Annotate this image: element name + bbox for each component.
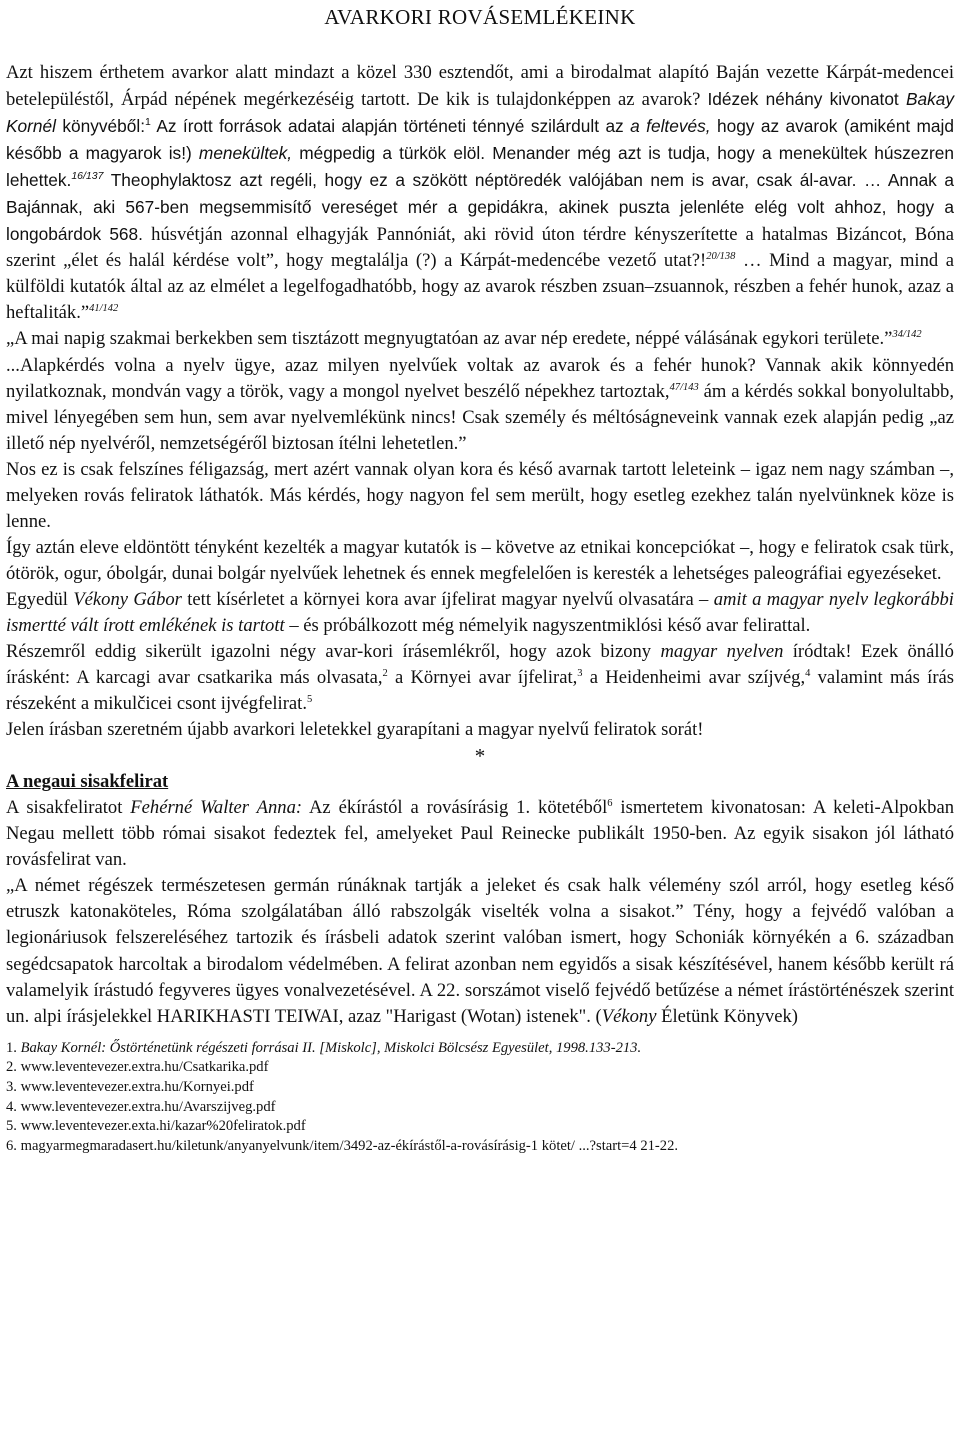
paragraph-quote <box>6 326 954 352</box>
text-run: tett kísérletet a környei kora avar íjfelirat magyar nyelvű olvasatára – <box>181 588 714 610</box>
citation-ref: 47/143 <box>669 381 699 393</box>
footnote-number: 1. <box>6 1039 21 1056</box>
text-run: … Mind a magyar, mind a külföldi kutatók által az az elmélet a legelfogadhatóbb, hogy az avarok részben zsuan–zsuannok, részben a fehér hunok, azaz a heftaliták.” <box>6 250 954 324</box>
text-run: valamint más írás részeként a mikulčicei csont ijvégfelirat. <box>6 667 954 715</box>
footnote-ref: 1 <box>145 116 151 129</box>
text-run: Részemről eddig sikerült igazolni négy avar-kori írásemlékről, hogy azok bizony <box>6 641 661 663</box>
paragraph-inscriptions: Nos ez is csak felszínes féligazság, mert azért vannak olyan kora és késő avarnak tartott leleteink – igaz nem nagy számban –, melyeken rovás feliratok láthatók. Más kérdés, hogy nagyon fel sem merült, hogy esetleg ezekhez talán nyelvünknek köze is lenne. <box>6 458 954 532</box>
quote-block <box>6 89 954 244</box>
text-run: Az ékírástól a rovásírásig 1. kötetéből <box>302 797 608 819</box>
text-run: Azt hiszem érthetem avarkor alatt mindazt a közel 330 esztendőt, ami a birodalmat alapító Baján vezette Kárpát-medencei betelepüléstől, Árpád népének megérkezéséig tartott. De kik is tulajdonképpen az avarok? <box>6 62 954 111</box>
citation-ref: 20/138 <box>706 251 736 263</box>
footnote-ref: 3 <box>577 668 583 680</box>
paragraph-helmet-intro <box>6 795 954 873</box>
section-separator: * <box>474 744 486 769</box>
author-name: Bakay Kornél <box>6 89 954 137</box>
text-run: Életünk Könyvek) <box>656 1005 798 1027</box>
text-run: a Környei avar íjfelirat, <box>387 667 578 689</box>
emphasis: amit a magyar nyelv legkorábbi ismertté vált írott emlékének is tartott <box>6 588 954 636</box>
footnote-5: 5. www.leventevezer.exta.hi/kazar%20feliratok.pdf <box>6 1118 306 1135</box>
citation-ref: 16/137 <box>71 170 104 183</box>
footnote-1 <box>6 1039 954 1059</box>
text-run: Egyedül <box>6 588 74 610</box>
paragraph-vekony <box>6 587 954 639</box>
section-heading: A negaui sisakfelirat <box>6 771 169 793</box>
emphasis: magyar nyelven <box>660 641 784 663</box>
author-name: Vékony Gábor <box>73 588 182 610</box>
footnote-4: 4. www.leventevezer.extra.hu/Avarszijveg.pdf <box>6 1098 276 1115</box>
citation-ref: 34/142 <box>892 329 922 341</box>
footnote-ref: 4 <box>805 668 811 680</box>
footnote-text: Bakay Kornél: Őstörténetünk régészeti forrásai II. [Miskolc], Miskolci Bölcsész Egyesület, 1998.133-213. <box>20 1039 642 1056</box>
paragraph-helmet-quote <box>6 873 954 1029</box>
footnote-3: 3. www.leventevezer.extra.hu/Kornyei.pdf <box>6 1079 254 1096</box>
document-body <box>6 60 954 1030</box>
text-run: ...Alapkérdés volna a nyelv ügye, azaz milyen nyelvűek voltak az avarok és a fehér hunok? Vannak akik könnyedén nyilatkoznak, mondván vagy a török, vagy a mongol nyelvet beszélő népekhez tartoztak, <box>6 354 954 402</box>
text-run: „A német régészek természetesen germán rúnáknak tartják a jeleket és csak halk vélemény szól arról, hogy esetleg késő etruszk katonaköteles, Róma szolgálatában álló rabszolgák viselték volna a sisakot.” Tény, hogy a fejvédő valóban a legionáriusok felszereléséhez tartozik és írásbeli adatok szerint valóban ismert, hogy Schoniák környékén a 6. században segédcsapatok harcoltak a birodalom védelmében. A felirat azonban nem egyidős a sisak készítésével, hanem később került rá valamelyik írástudó fegyveres ügyes vonalvezetésével. A 22. sorszámot viselő fejvédő betűzése a német írástörténészek szerint un. alpi írásjelekkel HARIKHASTI TEIWAI, azaz "Harigast (Wotan) istenek". ( <box>6 875 954 1027</box>
paragraph-language <box>6 353 954 457</box>
author-name: Fehérné Walter Anna: <box>130 797 303 819</box>
paragraph-research: Így aztán eleve eldöntött tényként kezelték a magyar kutatók is – követve az etnikai koncepciókat –, hogy e feliratok csak türk, ótörök, ogur, óbolgár, dunai bolgár nyelvűek lehetnek és ennek megfelelően is keresték a lehetséges paleográfiai egyezéseket. <box>6 536 954 584</box>
text-run: húsvétján azonnal elhagyják Pannóniát, aki rövid úton térdre kényszerítette a hatalmas Bizáncot, Bóna szerint „élet és halál kérdése volt”, hogy megtalálja (?) a Kárpát-medencébe vezető utat?! <box>6 224 954 272</box>
citation-ref: 41/142 <box>89 303 119 315</box>
text-run: ismertetem kivonatosan: A keleti-Alpokban Negau mellett több római sisakot fedeztek fel, amelyeket Paul Reinecke publikált 1950-ben. Az egyik sisakon jól látható rovásfelirat van. <box>6 797 954 871</box>
text-run: mégpedig a türkök elöl. Menander még azt is tudja, hogy a menekültek húszezren lehettek. <box>6 143 954 191</box>
footnote-6: 6. magyarmegmaradasert.hu/kiletunk/anyanyelvunk/item/3492-az-ékírástől-a-rovásírásig-1 kötet/ ...?start=4 21-22. <box>6 1138 679 1155</box>
emphasis: menekültek, <box>198 143 293 164</box>
document-title: AVARKORI ROVÁSEMLÉKEINK <box>324 5 636 29</box>
emphasis: a feltevés, <box>630 116 711 137</box>
footnote-ref: 5 <box>307 694 313 706</box>
text-run: A sisakfeliratot <box>6 797 131 819</box>
text-run: „A mai napig szakmai berkekben sem tisztázott megnyugtatóan az avar nép eredete, néppé válásának egykori területe.” <box>6 328 893 350</box>
footnote-ref: 6 <box>607 798 613 810</box>
footnote-2: 2. www.leventevezer.extra.hu/Csatkarika.pdf <box>6 1059 269 1076</box>
text-run: könyvéből: <box>55 116 146 137</box>
paragraph-findings <box>6 639 954 717</box>
paragraph-intro <box>6 60 954 326</box>
text-run: Theophylaktosz azt regéli, hogy ez a szökött néptöredék valójában nem is avar, csak ál-avar. … Annak a Bajánnak, aki 567-ben megsemmisítő vereséget mér a gepidákra, akinek puszta jelenléte elég volt ahhoz, hogy a longobárdok 568. <box>6 170 954 245</box>
footnotes <box>6 1039 954 1157</box>
paragraph-goal: Jelen írásban szeretném újabb avarkori leletekkel gyarapítani a magyar nyelvű feliratok sorát! <box>6 719 704 741</box>
text-run: Idézek néhány kivonatot <box>707 89 906 110</box>
text-run: a Heidenheimi avar szíjvég, <box>582 667 806 689</box>
text-run: – és próbálkozott még némelyik nagyszentmiklósi késő avar felirattal. <box>284 614 811 636</box>
text-run: Az írott források adatai alapján történeti ténnyé szilárdult az <box>150 116 631 137</box>
footnote-ref: 2 <box>382 668 388 680</box>
author-name: Vékony <box>601 1005 657 1027</box>
text-run: íródtak! Ezek önálló írásként: A karcagi avar csatkarika más olvasata, <box>6 641 954 689</box>
text-run: ám a kérdés sokkal bonyolultabb, mivel lényegében sem hun, sem avar nyelvemlékünk nincs! Csak személy és méltóságneveink vannak ezek alapján pedig „az illető nép nyelvéről, nemzetségéről biztosan ítélni lehetetlen.” <box>6 380 954 454</box>
text-run: hogy az avarok (amiként majd később a magyarok is!) <box>6 116 954 164</box>
